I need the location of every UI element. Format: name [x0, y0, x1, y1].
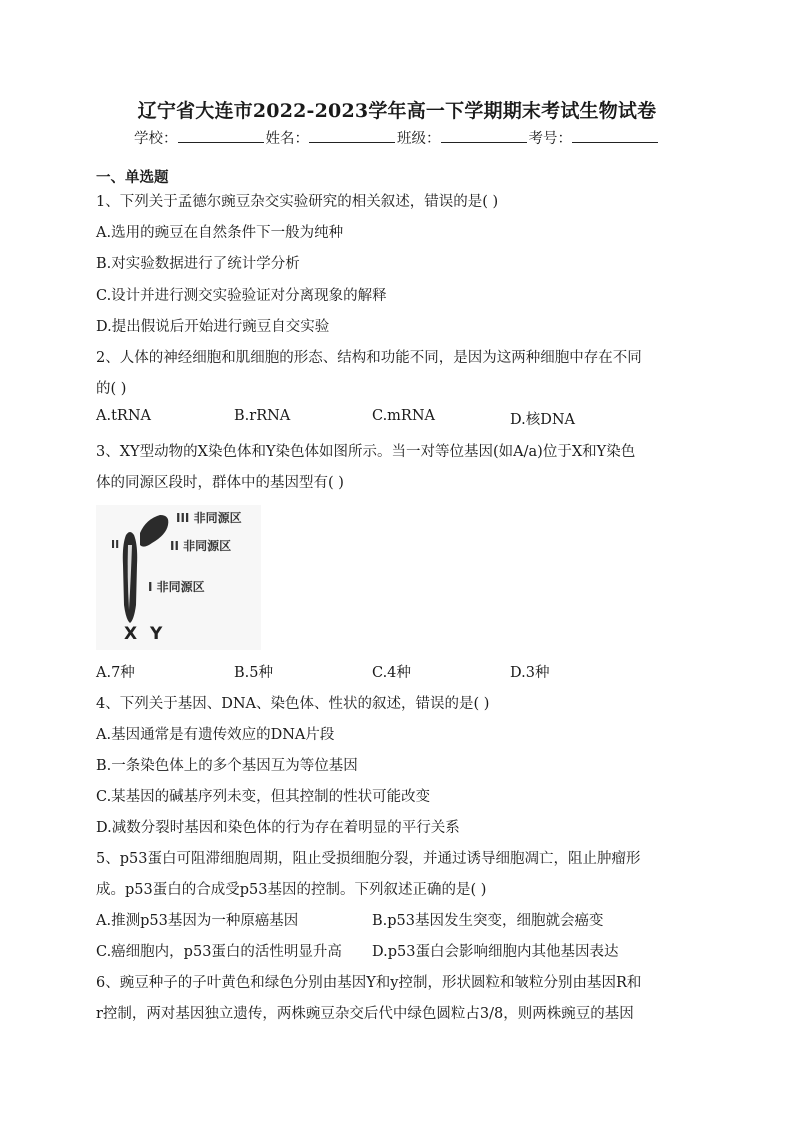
q3-option-d: D.3种 [510, 665, 550, 681]
xy-chromosome-figure [96, 505, 261, 650]
exam-number-label: 考号： [528, 131, 572, 147]
name-blank[interactable] [309, 128, 395, 143]
q5-option-d: D.p53蛋白会影响细胞内其他基因表达 [372, 944, 619, 960]
q1-stem: 1、下列关于孟德尔豌豆杂交实验研究的相关叙述，错误的是( ) [96, 194, 499, 210]
q2-option-b: B.rRNA [234, 408, 291, 424]
q5-option-a: A.推测p53基因为一种原癌基因 [96, 913, 299, 929]
page-title: 辽宁省大连市2022-2023学年高一下学期期末考试生物试卷 [137, 100, 657, 122]
q4-option-a: A.基因通常是有遗传效应的DNA片段 [96, 727, 335, 743]
region-i-label: I 非同源区 [148, 580, 205, 594]
q1-option-a: A.选用的豌豆在自然条件下一般为纯种 [96, 225, 344, 241]
q2-option-c: C.mRNA [372, 408, 436, 424]
q3-option-b: B.5种 [234, 665, 273, 681]
class-label: 班级： [397, 131, 441, 147]
y-label: Y [150, 624, 163, 644]
q1-option-b: B.对实验数据进行了统计学分析 [96, 256, 300, 272]
q3-stem-line1: 3、XY型动物的X染色体和Y染色体如图所示。当一对等位基因(如A/a)位于X和Y染色 [96, 444, 636, 460]
q2-stem-line2: 的( ) [96, 381, 127, 397]
q1-option-d: D.提出假说后开始进行豌豆自交实验 [96, 319, 330, 335]
q5-stem-line2: 成。p53蛋白的合成受p53基因的控制。下列叙述正确的是( ) [96, 882, 487, 898]
q6-stem-line1: 6、豌豆种子的子叶黄色和绿色分别由基因Y和y控制，形状圆粒和皱粒分别由基因R和 [96, 975, 642, 991]
school-blank[interactable] [178, 128, 264, 143]
q2-stem-line1: 2、人体的神经细胞和肌细胞的形态、结构和功能不同，是因为这两种细胞中存在不同 [96, 350, 642, 366]
region-iii-label: III 非同源区 [176, 511, 242, 525]
q5-option-b: B.p53基因发生突变，细胞就会癌变 [372, 913, 604, 929]
q2-option-a: A.tRNA [96, 408, 151, 424]
q4-option-b: B.一条染色体上的多个基因互为等位基因 [96, 758, 358, 774]
q4-option-c: C.某基因的碱基序列未变，但其控制的性状可能改变 [96, 789, 431, 805]
school-label: 学校： [134, 131, 178, 147]
q3-option-c: C.4种 [372, 665, 411, 681]
q5-option-c: C.癌细胞内，p53蛋白的活性明显升高 [96, 944, 342, 960]
q3-stem-line2: 体的同源区段时，群体中的基因型有( ) [96, 475, 344, 491]
figure-background [96, 505, 261, 650]
ii-left-label: II [111, 538, 120, 551]
x-label: X [124, 624, 138, 644]
q5-stem-line1: 5、p53蛋白可阻滞细胞周期，阻止受损细胞分裂，并通过诱导细胞凋亡，阻止肿瘤形 [96, 851, 641, 867]
q6-stem-line2: r控制，两对基因独立遗传，两株豌豆杂交后代中绿色圆粒占3/8，则两株豌豆的基因 [96, 1006, 634, 1022]
q3-option-a: A.7种 [96, 665, 135, 681]
name-label: 姓名： [265, 131, 309, 147]
student-info-line [0, 127, 794, 148]
exam-number-blank[interactable] [572, 128, 658, 143]
q4-option-d: D.减数分裂时基因和染色体的行为存在着明显的平行关系 [96, 820, 460, 836]
q1-option-c: C.设计并进行测交实验验证对分离现象的解释 [96, 288, 387, 304]
region-ii-label: II 非同源区 [170, 539, 232, 553]
q4-stem: 4、下列关于基因、DNA、染色体、性状的叙述，错误的是( ) [96, 696, 490, 712]
section-heading: 一、单选题 [96, 169, 169, 186]
q2-option-d: D.核DNA [510, 412, 576, 428]
class-blank[interactable] [441, 128, 527, 143]
